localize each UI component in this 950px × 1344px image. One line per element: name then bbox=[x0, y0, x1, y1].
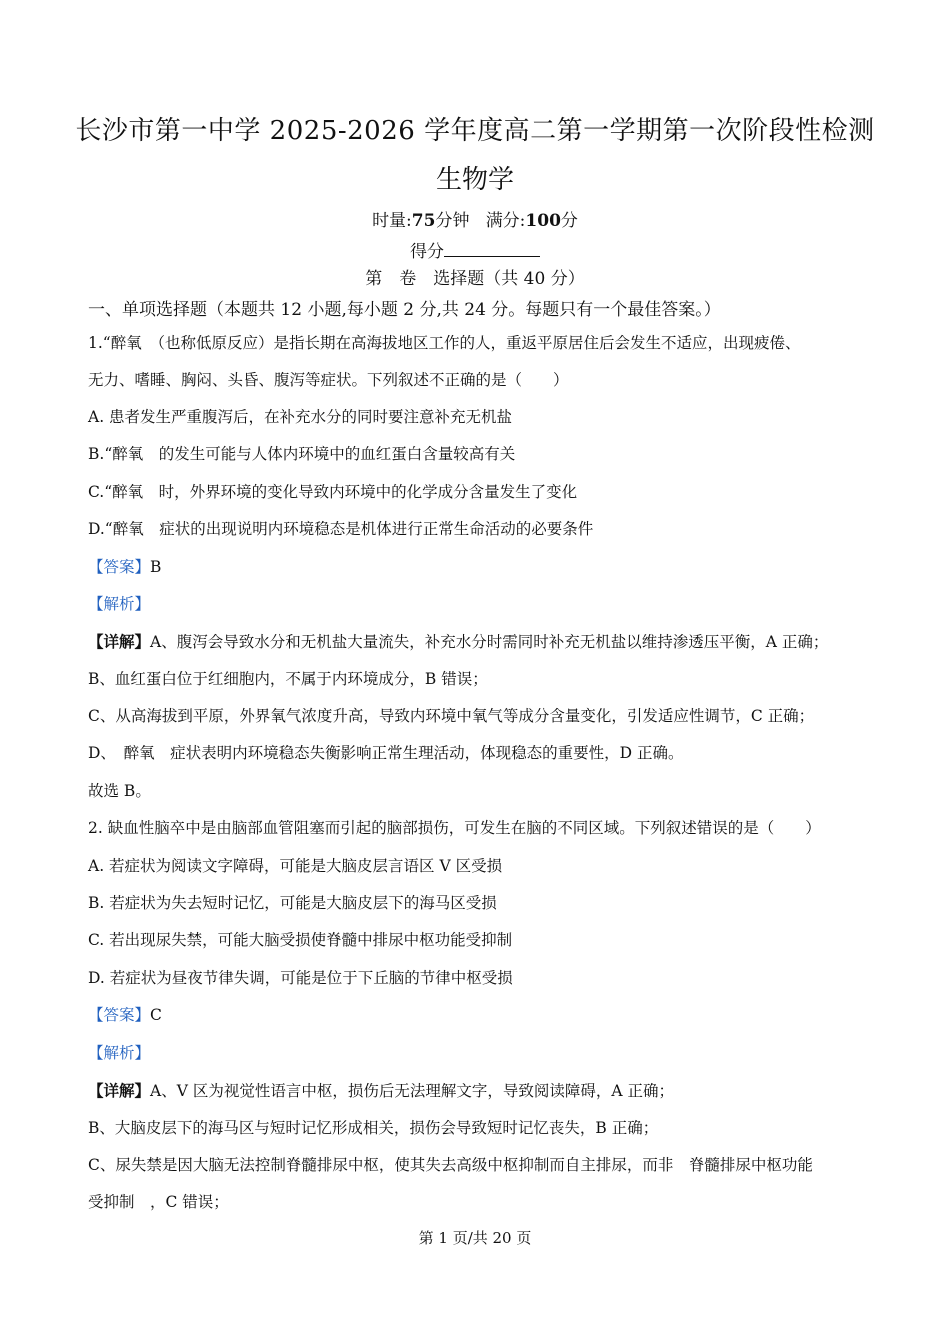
time-unit: 分钟 bbox=[435, 211, 470, 231]
q2-option-a: A. 若症状为阅读文字障碍，可能是大脑皮层言语区 V 区受损 bbox=[88, 857, 503, 875]
answer-tag: 【答案】 bbox=[88, 1006, 151, 1024]
time-score-info bbox=[0, 210, 950, 232]
q2-answer bbox=[88, 1004, 880, 1026]
q1-stem-line1: 1.“醉氧 （也称低原反应）是指长期在高海拔地区工作的人，重返平原居住后会发生不适应，出现疲倦、 bbox=[88, 334, 801, 352]
page-footer: 第 1 页/共 20 页 bbox=[418, 1229, 532, 1247]
q1-analysis-tag bbox=[88, 593, 880, 615]
analysis-tag: 【解析】 bbox=[88, 595, 151, 613]
q1-option-c: C.“醉氧 时，外界环境的变化导致内环境中的化学成分含量发生了变化 bbox=[88, 483, 578, 501]
analysis-tag: 【解析】 bbox=[88, 1044, 151, 1062]
score-field bbox=[0, 240, 950, 263]
score-blank[interactable] bbox=[444, 240, 540, 257]
q1-option-b: B.“醉氧 的发生可能与人体内环境中的血红蛋白含量较高有关 bbox=[88, 445, 516, 463]
q1-stem-line2: 无力、嗜睡、胸闷、头昏、腹泻等症状。下列叙述不正确的是（ ） bbox=[88, 371, 569, 389]
volume-title: 第 卷 选择题（共 40 分） bbox=[365, 269, 585, 289]
q2-option-d: D. 若症状为昼夜节律失调，可能是位于下丘脑的节律中枢受损 bbox=[88, 969, 513, 987]
detail-tag: 【详解】 bbox=[88, 632, 151, 651]
q2-detail-line1 bbox=[88, 1080, 880, 1102]
q1-detail-line2: B、血红蛋白位于红细胞内，不属于内环境成分，B 错误； bbox=[88, 670, 488, 688]
q2-detail-line3: C、尿失禁是因大脑无法控制脊髓排尿中枢，使其失去高级中枢抑制而自主排尿，而非 脊髓排尿中枢功能 bbox=[88, 1156, 813, 1174]
time-value: 75 bbox=[411, 211, 436, 231]
q1-answer bbox=[88, 556, 880, 578]
q1-conclusion: 故选 B。 bbox=[88, 782, 151, 800]
q2-option-b: B. 若症状为失去短时记忆，可能是大脑皮层下的海马区受损 bbox=[88, 894, 497, 912]
full-score-label: 满分: bbox=[485, 211, 526, 231]
answer-tag: 【答案】 bbox=[88, 558, 151, 576]
full-score-value: 100 bbox=[525, 211, 561, 231]
q1-detail-line1 bbox=[88, 631, 880, 653]
q1-option-d: D.“醉氧 症状的出现说明内环境稳态是机体进行正常生命活动的必要条件 bbox=[88, 520, 594, 538]
exam-title: 长沙市第一中学 2025-2026 学年度高二第一学期第一次阶段性检测 bbox=[75, 116, 875, 146]
detail-tag: 【详解】 bbox=[88, 1081, 151, 1100]
q1-option-a: A. 患者发生严重腹泻后，在补充水分的同时要注意补充无机盐 bbox=[88, 408, 513, 426]
q2-detail-line4: 受抑制 ，C 错误； bbox=[88, 1193, 229, 1211]
q1-detail-line4: D、 醉氧 症状表明内环境稳态失衡影响正常生理活动，体现稳态的重要性，D 正确。 bbox=[88, 744, 684, 762]
detail-text: A、V 区为视觉性语言中枢，损伤后无法理解文字，导致阅读障碍，A 正确； bbox=[150, 1082, 674, 1100]
section-heading: 一、单项选择题（本题共 12 小题,每小题 2 分,共 24 分。每题只有一个最佳答案。） bbox=[88, 300, 721, 320]
q2-stem-line1: 2. 缺血性脑卒中是由脑部血管阻塞而引起的脑部损伤，可发生在脑的不同区域。下列叙述错误的是（ ） bbox=[88, 819, 821, 837]
q2-detail-line2: B、大脑皮层下的海马区与短时记忆形成相关，损伤会导致短时记忆丧失，B 正确； bbox=[88, 1119, 659, 1137]
time-label: 时量: bbox=[372, 211, 412, 231]
detail-text: A、腹泻会导致水分和无机盐大量流失，补充水分时需同时补充无机盐以维持渗透压平衡，A 正确； bbox=[150, 633, 829, 651]
score-label: 得分 bbox=[410, 242, 444, 262]
answer-value: C bbox=[150, 1006, 162, 1024]
q1-detail-line3: C、从高海拔到平原，外界氧气浓度升高，导致内环境中氧气等成分含量变化，引发适应性调节，C 正确； bbox=[88, 707, 815, 725]
q2-option-c: C. 若出现尿失禁，可能大脑受损使脊髓中排尿中枢功能受抑制 bbox=[88, 931, 513, 949]
answer-value: B bbox=[150, 558, 162, 576]
full-score-unit: 分 bbox=[560, 211, 578, 231]
subject-title: 生物学 bbox=[435, 165, 514, 195]
q2-analysis-tag bbox=[88, 1042, 880, 1064]
